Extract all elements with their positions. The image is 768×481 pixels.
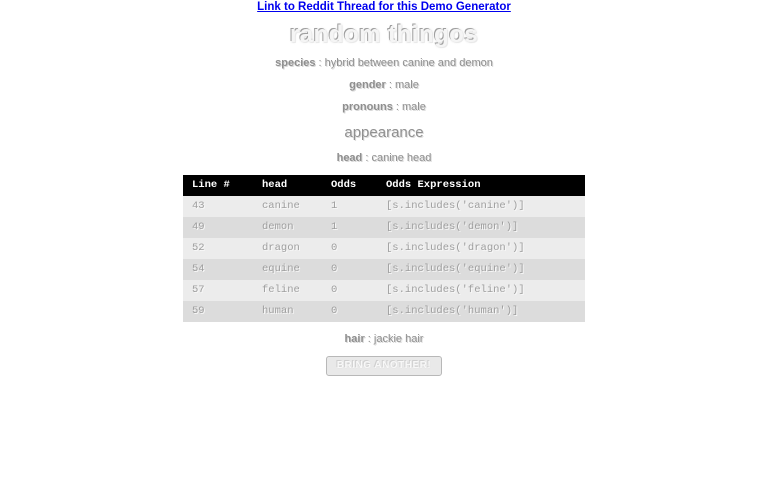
field-separator: : <box>385 79 395 91</box>
table-row <box>183 259 585 280</box>
cell-expr: [s.includes('canine')] <box>377 196 585 217</box>
field-gender-label: gender <box>349 79 386 91</box>
cell-line: 43 <box>183 196 253 217</box>
field-species <box>0 57 768 70</box>
odds-table-header-row <box>183 175 585 196</box>
field-pronouns-value: male <box>402 101 426 113</box>
page <box>0 1 768 376</box>
field-head <box>0 152 768 165</box>
field-head-value: canine head <box>371 152 432 164</box>
cell-odds: 0 <box>322 280 377 301</box>
field-separator: : <box>364 333 374 345</box>
table-row <box>183 217 585 238</box>
appearance-heading: appearance <box>344 124 424 141</box>
page-title: random thingos <box>289 21 479 48</box>
field-hair-value: jackie hair <box>373 333 424 345</box>
cell-head: feline <box>253 280 322 301</box>
field-hair-label: hair <box>344 333 365 345</box>
field-separator: : <box>392 101 403 113</box>
cell-line: 57 <box>183 280 253 301</box>
cell-odds: 1 <box>322 196 377 217</box>
col-header-line: Line # <box>183 175 253 196</box>
field-species-value: hybrid between canine and demon <box>324 57 493 69</box>
cell-expr: [s.includes('dragon')] <box>377 238 585 259</box>
toplink-row <box>0 1 768 14</box>
field-pronouns <box>0 101 768 114</box>
cell-odds: 0 <box>322 238 377 259</box>
table-row <box>183 196 585 217</box>
field-gender <box>0 79 768 92</box>
field-species-label: species <box>275 57 316 69</box>
field-head-label: head <box>336 152 363 164</box>
cell-line: 52 <box>183 238 253 259</box>
field-separator: : <box>362 152 372 164</box>
table-row <box>183 238 585 259</box>
odds-table <box>183 175 585 322</box>
cell-head: dragon <box>253 238 322 259</box>
table-row <box>183 301 585 322</box>
button-row <box>0 355 768 376</box>
field-separator: : <box>315 57 325 69</box>
col-header-expr: Odds Expression <box>377 175 585 196</box>
cell-expr: [s.includes('equine')] <box>377 259 585 280</box>
cell-odds: 1 <box>322 217 377 238</box>
cell-line: 49 <box>183 217 253 238</box>
cell-expr: [s.includes('feline')] <box>377 280 585 301</box>
cell-line: 59 <box>183 301 253 322</box>
cell-expr: [s.includes('demon')] <box>377 217 585 238</box>
field-gender-value: male <box>395 79 419 91</box>
bring-another-button[interactable]: BRING ANOTHER! <box>326 356 442 376</box>
reddit-thread-link[interactable]: Link to Reddit Thread for this Demo Generator <box>257 1 511 13</box>
cell-head: equine <box>253 259 322 280</box>
table-row <box>183 280 585 301</box>
col-header-odds: Odds <box>322 175 377 196</box>
col-header-head: head <box>253 175 322 196</box>
cell-expr: [s.includes('human')] <box>377 301 585 322</box>
field-pronouns-label: pronouns <box>342 101 393 113</box>
cell-head: demon <box>253 217 322 238</box>
cell-line: 54 <box>183 259 253 280</box>
cell-head: canine <box>253 196 322 217</box>
field-hair <box>0 333 768 346</box>
cell-odds: 0 <box>322 259 377 280</box>
cell-odds: 0 <box>322 301 377 322</box>
cell-head: human <box>253 301 322 322</box>
